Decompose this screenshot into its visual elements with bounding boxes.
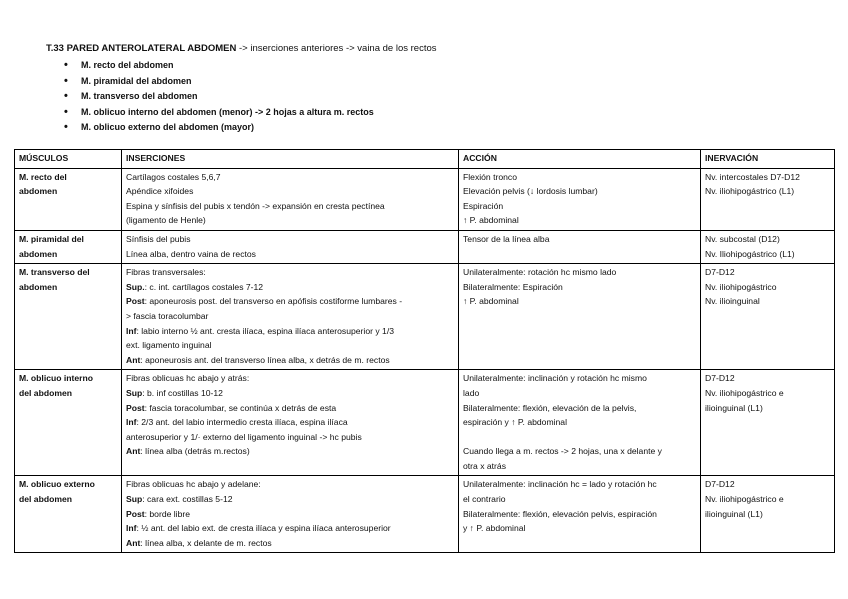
muscle-name-line: abdomen <box>19 281 58 292</box>
header-musculos: MÚSCULOS <box>15 150 122 169</box>
insertion-region-label: Inf <box>126 523 137 534</box>
muscle-name-line: del abdomen <box>19 387 73 398</box>
line-text: Sínfisis del pubis <box>126 233 191 244</box>
cell-inervacion <box>701 476 835 553</box>
cell-musculo <box>15 476 122 553</box>
line-text: Elevación pelvis (↓ lordosis lumbar) <box>463 186 598 197</box>
cell-accion <box>459 168 701 230</box>
cell-accion <box>459 264 701 370</box>
line-text: el contrario <box>463 494 506 505</box>
table-row <box>15 370 835 476</box>
inervacion-line: Nv. iliohipogástrico (L1) <box>705 186 795 197</box>
insertion-region-label: Post <box>126 296 145 307</box>
muscle-name-line: abdomen <box>19 186 58 197</box>
heading-subtitle: -> inserciones anteriores -> vaina de los rectos <box>236 43 437 54</box>
cell-inervacion <box>701 168 835 230</box>
cell-musculo <box>15 230 122 263</box>
line-text: Tensor de la línea alba <box>463 233 550 244</box>
cell-inervacion <box>701 230 835 263</box>
insercion-line <box>126 353 454 368</box>
insertion-region-label: Sup <box>126 494 143 505</box>
muscle-name-line: M. recto del <box>19 171 67 182</box>
bullet-item: • M. transverso del abdomen <box>64 89 374 105</box>
cell-musculo <box>15 264 122 370</box>
insertion-region-label: Post <box>126 508 145 519</box>
accion-line <box>463 507 696 522</box>
muscle-name-line: M. piramidal del <box>19 233 84 244</box>
heading-title: T.33 PARED ANTEROLATERAL ABDOMEN <box>46 43 237 54</box>
accion-line <box>463 294 696 309</box>
accion-line <box>463 415 696 430</box>
line-text: Espina y sínfisis del pubis x tendón -> expansión en cresta pectínea <box>126 200 385 211</box>
accion-line <box>463 265 696 280</box>
accion-line <box>463 199 696 214</box>
insercion-line <box>126 415 454 430</box>
insercion-line <box>126 184 454 199</box>
insercion-line <box>126 309 454 324</box>
insertion-region-label: Inf <box>126 325 137 336</box>
header-inserciones: INSERCIONES <box>122 150 459 169</box>
muscle-name-line: del abdomen <box>19 494 73 505</box>
accion-line <box>463 170 696 185</box>
insertion-region-label: Ant <box>126 446 141 457</box>
muscle-name-line: M. oblicuo interno <box>19 373 93 384</box>
insercion-line <box>126 401 454 416</box>
insertion-region-label: Post <box>126 402 145 413</box>
insertion-region-label: Sup <box>126 387 143 398</box>
line-text: Unilateralmente: rotación hc mismo lado <box>463 267 617 278</box>
line-text: anterosuperior y 1/· externo del ligamento inguinal -> hc pubis <box>126 431 362 442</box>
line-text: ↑ P. abdominal <box>463 215 519 226</box>
line-text: : 2/3 ant. del labio intermedio cresta ilíaca, espina ilíaca <box>136 417 348 428</box>
insercion-line <box>126 324 454 339</box>
cell-accion <box>459 476 701 553</box>
insercion-line <box>126 430 454 445</box>
insercion-line <box>126 199 454 214</box>
bullet-item: • M. piramidal del abdomen <box>64 74 374 90</box>
cell-musculo <box>15 168 122 230</box>
line-text: : aponeurosis post. del transverso en apófisis costiforme lumbares - <box>144 296 403 307</box>
inervacion-line: D7-D12 <box>705 267 735 278</box>
line-text: : c. int. cartílagos costales 7-12 <box>144 281 264 292</box>
cell-musculo <box>15 370 122 476</box>
line-text: Apéndice xifoides <box>126 186 194 197</box>
insertion-region-label: Sup. <box>126 281 145 292</box>
insercion-line <box>126 170 454 185</box>
line-text: : fascia toracolumbar, se continúa x detrás de esta <box>144 402 337 413</box>
insercion-line <box>126 386 454 401</box>
line-text: Bilateralmente: flexión, elevación pelvis, espiración <box>463 508 657 519</box>
cell-accion <box>459 370 701 476</box>
insertion-region-label: Inf <box>126 417 137 428</box>
line-text: : borde libre <box>144 508 191 519</box>
accion-line <box>463 184 696 199</box>
line-text: : línea alba, x delante de m. rectos <box>140 537 272 548</box>
line-text: : aponeurosis ant. del transverso línea alba, x detrás de m. rectos <box>140 354 390 365</box>
inervacion-line: ilioinguinal (L1) <box>705 508 763 519</box>
cell-inervacion <box>701 370 835 476</box>
inervacion-line: Nv. iliohipogástrico <box>705 281 777 292</box>
accion-line <box>463 386 696 401</box>
line-text: : labio interno ½ ant. cresta ilíaca, espina ilíaca anterosuperior y 1/3 <box>136 325 394 336</box>
cell-inserciones <box>122 370 459 476</box>
table-body <box>15 168 835 553</box>
insercion-line <box>126 444 454 459</box>
header-inervacion: INERVACIÓN <box>701 150 835 169</box>
muscle-table <box>14 149 835 553</box>
table-header-row <box>15 150 835 169</box>
line-text: Bilateralmente: Espiración <box>463 281 563 292</box>
inervacion-line: Nv. intercostales D7-D12 <box>705 171 800 182</box>
line-text: Bilateralmente: flexión, elevación de la pelvis, <box>463 402 637 413</box>
muscle-name-line: abdomen <box>19 248 58 259</box>
inervacion-line: Nv. ilioinguinal <box>705 296 760 307</box>
table-row <box>15 230 835 263</box>
table-row <box>15 476 835 553</box>
accion-line <box>463 477 696 492</box>
line-text: > fascia toracolumbar <box>126 310 209 321</box>
insercion-line <box>126 371 454 386</box>
line-text: Fibras oblicuas hc abajo y adelane: <box>126 479 261 490</box>
cell-inserciones <box>122 168 459 230</box>
line-text: otra x atrás <box>463 460 506 471</box>
cell-accion <box>459 230 701 263</box>
accion-line <box>463 430 696 445</box>
table-row <box>15 264 835 370</box>
insercion-line <box>126 232 454 247</box>
line-text: Espiración <box>463 200 504 211</box>
line-text: Línea alba, dentro vaina de rectos <box>126 248 256 259</box>
line-text: Cartílagos costales 5,6,7 <box>126 171 221 182</box>
inervacion-line: Nv. subcostal (D12) <box>705 233 780 244</box>
inervacion-line: Nv. iliohipogástrico e <box>705 387 784 398</box>
line-text: y ↑ P. abdominal <box>463 523 526 534</box>
insercion-line <box>126 265 454 280</box>
page-heading <box>46 43 437 54</box>
line-text: ↑ P. abdominal <box>463 296 519 307</box>
line-text: : cara ext. costillas 5-12 <box>142 494 233 505</box>
line-text: : ½ ant. del labio ext. de cresta ilíaca y espina ilíaca anterosuperior <box>136 523 391 534</box>
insercion-line <box>126 477 454 492</box>
insercion-line <box>126 280 454 295</box>
line-text: Unilateralmente: inclinación y rotación hc mismo <box>463 373 647 384</box>
accion-line <box>463 492 696 507</box>
inervacion-line: Nv. iliohipogástrico e <box>705 494 784 505</box>
bullet-item: • M. recto del abdomen <box>64 58 374 74</box>
insercion-line <box>126 507 454 522</box>
accion-line <box>463 213 696 228</box>
table-row <box>15 168 835 230</box>
line-text: Flexión tronco <box>463 171 517 182</box>
inervacion-line: D7-D12 <box>705 373 735 384</box>
muscle-name-line: M. transverso del <box>19 267 90 278</box>
line-text: Cuando llega a m. rectos -> 2 hojas, una x delante y <box>463 446 662 457</box>
insertion-region-label: Ant <box>126 537 141 548</box>
line-text: Fibras transversales: <box>126 267 206 278</box>
muscle-bullet-list <box>64 58 374 136</box>
line-text: : b. inf costillas 10-12 <box>142 387 223 398</box>
inervacion-line: ilioinguinal (L1) <box>705 402 763 413</box>
line-text: Fibras oblicuas hc abajo y atrás: <box>126 373 250 384</box>
accion-line <box>463 521 696 536</box>
header-accion: ACCIÓN <box>459 150 701 169</box>
accion-line <box>463 459 696 474</box>
cell-inserciones <box>122 264 459 370</box>
insercion-line <box>126 521 454 536</box>
insercion-line <box>126 338 454 353</box>
line-text: espiración y ↑ P. abdominal <box>463 417 567 428</box>
insercion-line <box>126 536 454 551</box>
inervacion-line: Nv. Iliohipogástrico (L1) <box>705 248 795 259</box>
insercion-line <box>126 294 454 309</box>
line-text: (ligamento de Henle) <box>126 215 206 226</box>
insercion-line <box>126 213 454 228</box>
accion-line <box>463 371 696 386</box>
cell-inervacion <box>701 264 835 370</box>
insercion-line <box>126 247 454 262</box>
line-text: ext. ligamento inguinal <box>126 340 212 351</box>
bullet-item: • M. oblicuo interno del abdomen (menor) -> 2 hojas a altura m. rectos <box>64 105 374 121</box>
muscle-name-line: M. oblicuo externo <box>19 479 95 490</box>
line-text: Unilateralmente: inclinación hc = lado y rotación hc <box>463 479 657 490</box>
accion-line <box>463 401 696 416</box>
bullet-item: • M. oblicuo externo del abdomen (mayor) <box>64 120 374 136</box>
insercion-line <box>126 492 454 507</box>
insertion-region-label: Ant <box>126 354 141 365</box>
line-text: lado <box>463 387 480 398</box>
accion-line <box>463 444 696 459</box>
accion-line <box>463 280 696 295</box>
cell-inserciones <box>122 476 459 553</box>
line-text: : línea alba (detrás m.rectos) <box>140 446 250 457</box>
cell-inserciones <box>122 230 459 263</box>
inervacion-line: D7-D12 <box>705 479 735 490</box>
accion-line <box>463 232 696 247</box>
